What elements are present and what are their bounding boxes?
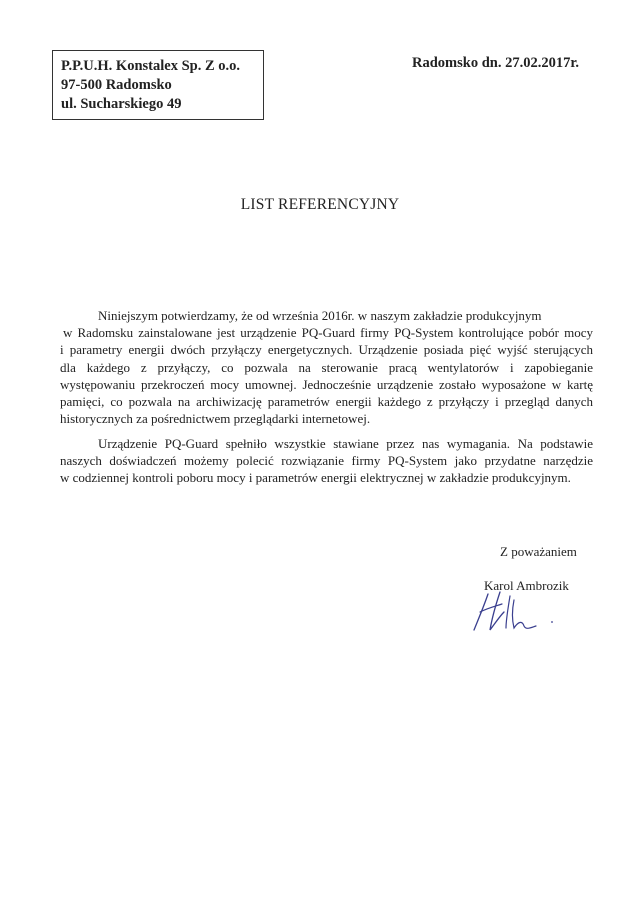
paragraph-line: historycznych za pośrednictwem przeglądarki internetowej. [60,411,371,427]
signer-name: Karol Ambrozik [484,578,569,593]
paragraph-line: Urządzenie PQ-Guard spełniło wszystkie stawiane przez nas wymagania. Na podstawie [98,436,593,451]
paragraph-line: w Radomsku zainstalowane jest urządzenie PQ-Guard firmy PQ-System kontrolujące pobór mocy [63,325,593,341]
closing-phrase: Z poważaniem [500,544,577,559]
place-and-date: Radomsko dn. 27.02.2017r. [412,55,580,71]
paragraph-line: pamięci, co pozwala na archiwizację parametrów energii każdego z przyłączy i przegląd danych [60,394,593,410]
paragraph-2 [60,435,593,487]
sender-street: ul. Sucharskiego 49 [61,96,182,112]
document-title: LIST REFERENCYJNY [240,196,400,213]
handwritten-signature [470,586,590,636]
paragraph-line: Niniejszym potwierdzamy, że od września 2016r. w naszym zakładzie produkcyjnym [98,308,542,323]
paragraph-line: występowaniu przekroczeń mocy umownej. Jednocześnie urządzenie zostało wyposażone w kartę [60,376,593,392]
paragraph-line: dla każdego z przyłączy, co pozwala na sterowanie pracą wentylatorów i zapobieganie [60,359,593,375]
paragraph-1 [60,307,593,427]
paragraph-line: w codziennej kontroli poboru mocy i parametrów energii elektrycznej w zakładzie produkcyjnym. [60,470,571,486]
sender-address-box [52,50,264,120]
paragraph-line: naszych doświadczeń możemy polecić rozwiązanie firmy PQ-System jako przydatne narzędzie [60,453,593,469]
paragraph-line: i parametry energii dwóch przyłączy energetycznych. Urządzenie posiada pięć wyjść sterujących [60,342,593,358]
sender-postal-city: 97-500 Radomsko [61,77,172,93]
sender-company-name: P.P.U.H. Konstalex Sp. Z o.o. [61,58,241,74]
